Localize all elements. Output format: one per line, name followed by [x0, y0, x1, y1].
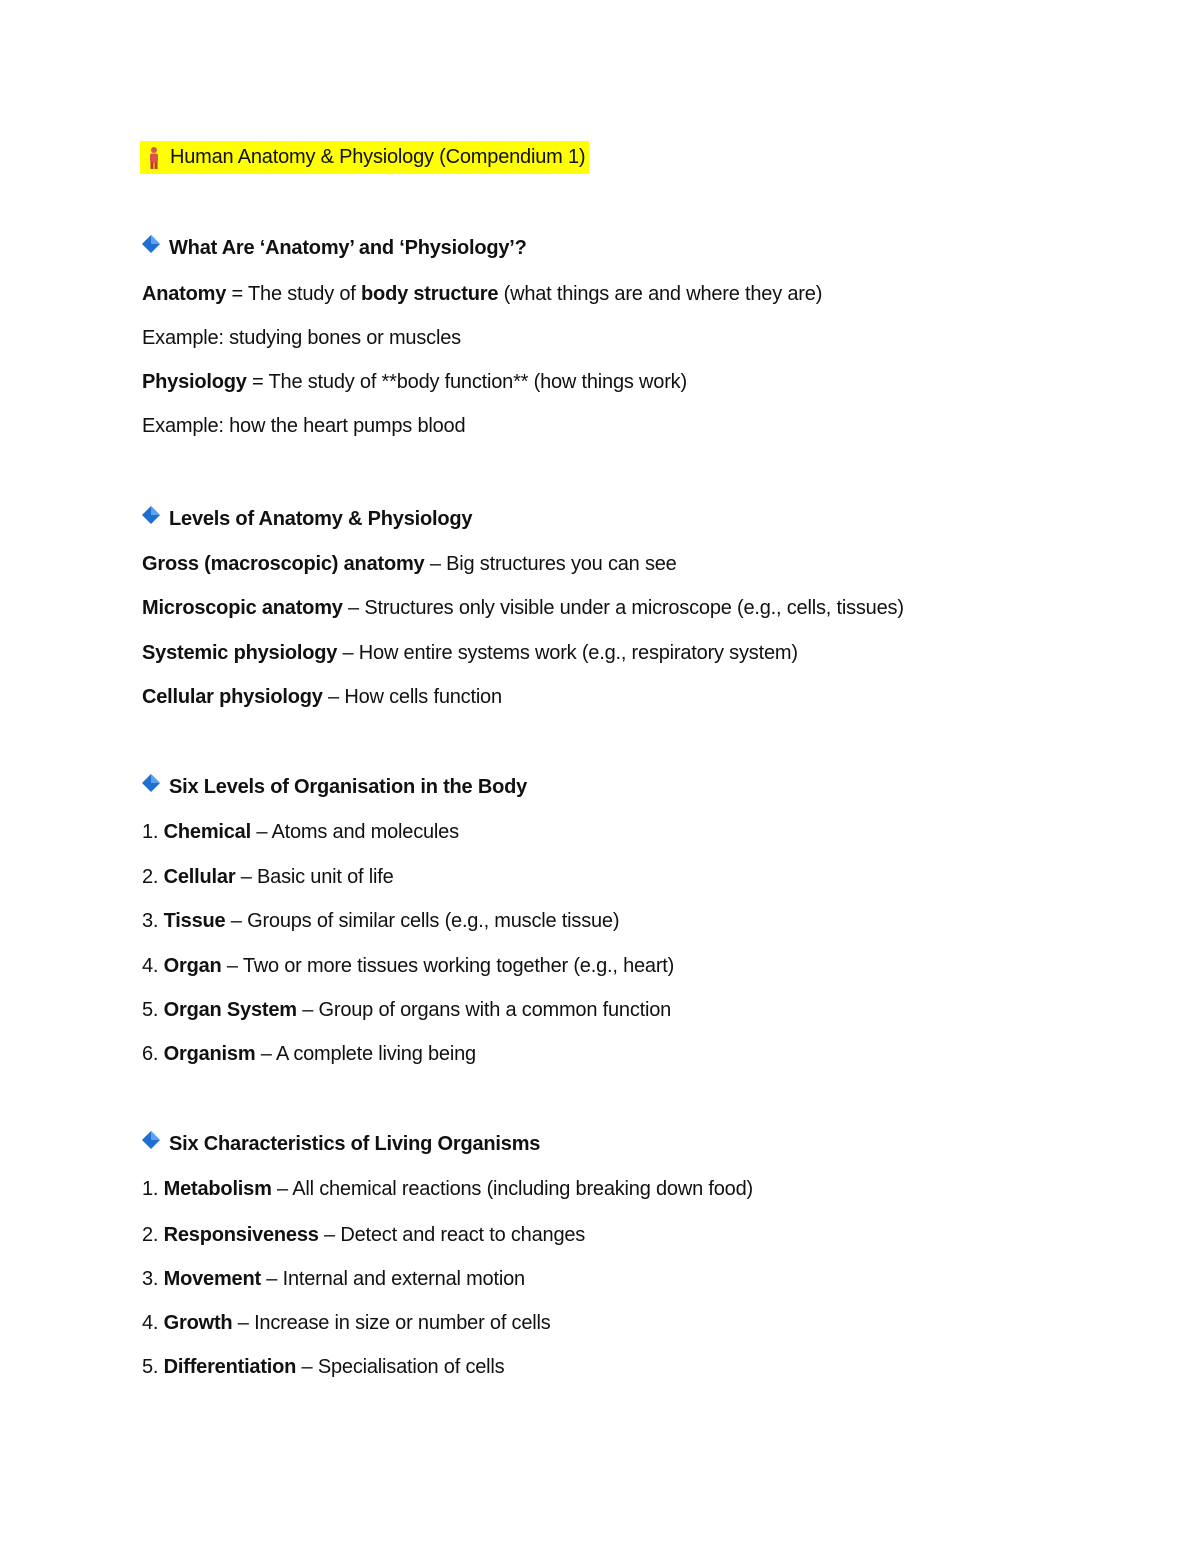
document-title — [140, 141, 589, 174]
bold-term: Organ System — [163, 999, 297, 1021]
text-run: – Detect and react to changes — [318, 1224, 586, 1246]
list-item — [142, 1310, 551, 1336]
text-line — [142, 369, 687, 395]
text-run: 4. — [142, 955, 164, 977]
bold-term: Microscopic anatomy — [142, 597, 343, 619]
text-run: = The study of — [226, 283, 362, 305]
list-item — [142, 864, 394, 890]
text-run: – Group of organs with a common function — [296, 999, 672, 1021]
bold-term: Differentiation — [163, 1356, 297, 1378]
text-run: – Internal and external motion — [260, 1268, 525, 1290]
text-line — [142, 640, 798, 666]
bold-term: Metabolism — [163, 1178, 272, 1200]
bold-term: Systemic physiology — [142, 642, 338, 664]
text-run: – Specialisation of cells — [296, 1356, 505, 1378]
text-run: 5. — [142, 1356, 164, 1378]
bold-term: Anatomy — [142, 283, 227, 305]
bold-term: Growth — [163, 1312, 233, 1334]
document-title-text: Human Anatomy & Physiology (Compendium 1) — [170, 146, 586, 168]
text-run: Example: studying bones or muscles — [142, 327, 461, 349]
text-run: 3. — [142, 910, 164, 932]
text-run: 5. — [142, 999, 164, 1021]
text-run: – Big structures you can see — [424, 553, 677, 575]
text-run: – Increase in size or number of cells — [232, 1312, 551, 1334]
text-run: 4. — [142, 1312, 164, 1334]
blue-diamond-icon — [141, 234, 161, 254]
text-run: – Two or more tissues working together (e.g., heart) — [221, 955, 675, 977]
list-item — [142, 1222, 585, 1248]
bold-term: Chemical — [163, 821, 251, 843]
list-item — [142, 1041, 476, 1067]
text-run: – How entire systems work (e.g., respiratory system) — [337, 642, 798, 664]
bold-term: Cellular physiology — [142, 686, 323, 708]
text-line — [142, 281, 822, 307]
text-run: – All chemical reactions (including breaking down food) — [271, 1178, 753, 1200]
bold-term: body structure — [361, 283, 499, 305]
text-run: – A complete living being — [255, 1043, 476, 1065]
text-line — [142, 551, 677, 577]
bold-term: Tissue — [163, 910, 226, 932]
bold-term: Cellular — [163, 866, 236, 888]
text-run: 2. — [142, 1224, 164, 1246]
text-run: – Atoms and molecules — [250, 821, 459, 843]
text-run: 6. — [142, 1043, 164, 1065]
section-heading: Levels of Anatomy & Physiology — [142, 506, 472, 532]
bold-term: Organism — [163, 1043, 256, 1065]
list-item — [142, 1176, 753, 1202]
list-item — [142, 997, 671, 1023]
list-item — [142, 908, 619, 934]
text-run: 3. — [142, 1268, 164, 1290]
text-run: 2. — [142, 866, 164, 888]
text-run: – Basic unit of life — [235, 866, 394, 888]
section-heading: Six Levels of Organisation in the Body — [142, 774, 527, 800]
text-run: Example: how the heart pumps blood — [142, 415, 466, 437]
section-heading: What Are ‘Anatomy’ and ‘Physiology’? — [142, 235, 527, 261]
bold-term: Movement — [163, 1268, 261, 1290]
list-item — [142, 1266, 525, 1292]
bold-term: Gross (macroscopic) anatomy — [142, 553, 425, 575]
list-item — [142, 953, 674, 979]
person-icon — [146, 146, 162, 170]
text-line — [142, 325, 461, 351]
list-item — [142, 819, 459, 845]
bold-term: Organ — [163, 955, 222, 977]
text-run: 1. — [142, 1178, 164, 1200]
section-heading: Six Characteristics of Living Organisms — [142, 1131, 540, 1157]
text-run: – Groups of similar cells (e.g., muscle tissue) — [225, 910, 620, 932]
text-line — [142, 413, 465, 439]
bold-term: Responsiveness — [163, 1224, 319, 1246]
text-run: = The study of **body function** (how things work) — [246, 371, 687, 393]
bold-term: Physiology — [142, 371, 247, 393]
blue-diamond-icon — [141, 773, 161, 793]
text-run: – Structures only visible under a microscope (e.g., cells, tissues) — [342, 597, 904, 619]
text-line — [142, 595, 904, 621]
text-run: (what things are and where they are) — [498, 283, 823, 305]
blue-diamond-icon — [141, 1130, 161, 1150]
text-run: 1. — [142, 821, 164, 843]
list-item — [142, 1354, 504, 1380]
blue-diamond-icon — [141, 505, 161, 525]
text-line — [142, 684, 502, 710]
text-run: – How cells function — [322, 686, 502, 708]
